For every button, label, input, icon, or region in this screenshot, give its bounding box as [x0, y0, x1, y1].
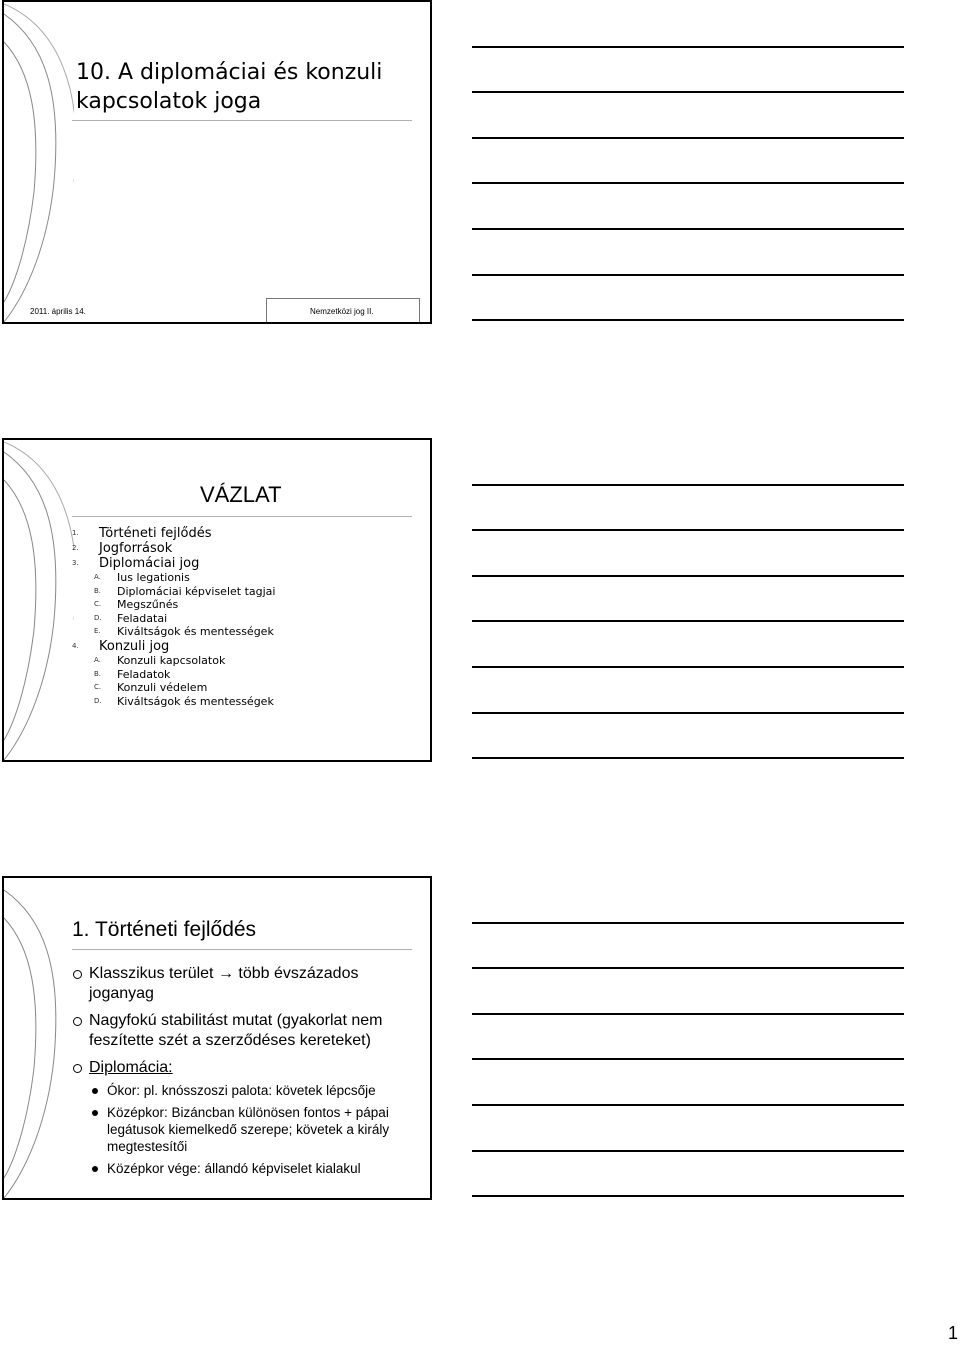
- page-number: 1: [948, 1323, 959, 1343]
- hollow-bullet-icon: [73, 1064, 82, 1073]
- outline-subitem: C. Konzuli védelem: [94, 681, 208, 695]
- sub-bullet-item: Ókor: pl. knósszoszi palota: követek lépcsője: [89, 1082, 420, 1099]
- decorative-arcs: [4, 878, 74, 1198]
- slide-3: [2, 876, 432, 1200]
- sub-bullet-item: Középkor vége: állandó képviselet kialakul: [89, 1160, 420, 1177]
- outline-subitem: B. Feladatok: [94, 667, 171, 681]
- outline-subitem: D. Feladatai: [94, 611, 168, 625]
- slide-3-title: 1. Történeti fejlődés: [72, 918, 257, 941]
- filled-bullet-icon: [92, 1088, 98, 1094]
- hollow-bullet-icon: [73, 970, 82, 979]
- outline-subitem: A. Konzuli kapcsolatok: [94, 653, 226, 667]
- footer-date: 2011. április 14.: [30, 307, 86, 316]
- outline-subitem: C. Megszűnés: [94, 598, 179, 612]
- bullet-item: Nagyfokú stabilitást mutat (gyakorlat nem feszítette szét a szerződéses kereteket): [70, 1011, 420, 1051]
- hollow-bullet-icon: [73, 1017, 82, 1026]
- title-divider: [72, 949, 412, 950]
- outline-subitem: B. Diplomáciai képviselet tagjai: [94, 584, 276, 598]
- slide-2: [2, 438, 432, 762]
- outline-subitem: A. Ius legationis: [94, 571, 190, 584]
- sub-bullet-item: Középkor: Bizáncban különösen fontos + pápai legátusok kiemelkedő szerepe; követek a király megtestesítői: [89, 1104, 420, 1155]
- outline-item: 4. Konzuli jog: [72, 638, 170, 654]
- outline-subitem: D. Kiváltságok és mentességek: [94, 694, 274, 708]
- outline-list: [72, 526, 275, 708]
- outline-item: 3. Diplomáciai jog: [72, 556, 200, 571]
- slide-1-title: 10. A diplomáciai és konzuli kapcsolatok joga: [76, 60, 383, 114]
- sub-bullet-list: [89, 1082, 420, 1177]
- filled-bullet-icon: [92, 1166, 98, 1172]
- outline-item: 1. Történeti fejlődés: [72, 526, 212, 541]
- filled-bullet-icon: [92, 1110, 98, 1116]
- bullet-item: Klasszikus terület → több évszázados joganyag: [70, 964, 420, 1004]
- slide-1: [2, 0, 432, 324]
- decorative-arcs: [4, 2, 74, 322]
- outline-subitem: E. Kiváltságok és mentességek: [94, 625, 274, 639]
- decorative-arcs: [4, 440, 74, 760]
- bullet-item: Diplomácia: Ókor: pl. knósszoszi palota: követek lépcsője Középkor: Bizáncban különösen fontos + pápai legátusok kiemelkedő szerepe; követek a király megtestesítői Középkor vége: állandó képviselet kialakul: [70, 1058, 420, 1177]
- title-divider: [72, 516, 412, 517]
- title-divider: [72, 120, 412, 121]
- bullet-list: [70, 964, 420, 1184]
- slide-2-title: VÁZLAT: [200, 482, 282, 507]
- outline-item: 2. Jogforrások: [72, 541, 173, 556]
- footer-course: Nemzetközi jog II.: [310, 307, 374, 316]
